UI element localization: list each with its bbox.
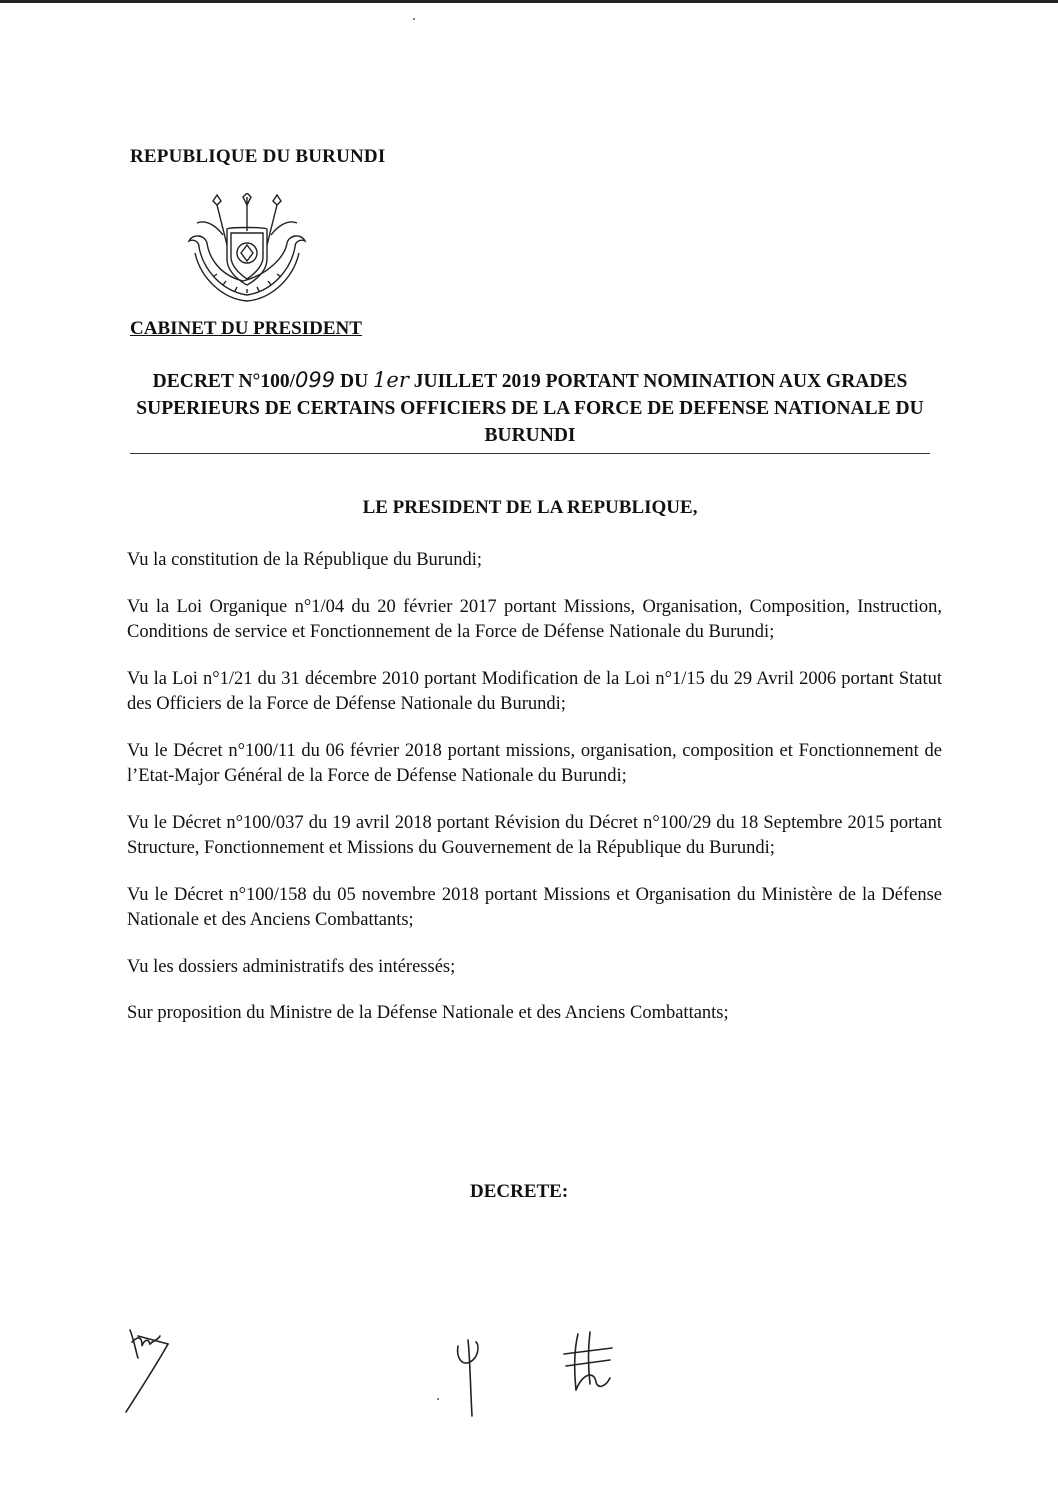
- cabinet-heading: CABINET DU PRESIDENT: [130, 318, 362, 339]
- scan-top-edge: [0, 0, 1058, 3]
- decree-title-rest: JUILLET 2019 PORTANT NOMINATION AUX GRADES SUPERIEURS DE CERTAINS OFFICIERS DE LA FORCE DE DEFENSE NATIONALE DU BURUNDI: [136, 371, 924, 446]
- initials-signature-3: [560, 1330, 620, 1400]
- title-underline: [130, 453, 930, 454]
- initials-signature-1: [118, 1322, 188, 1422]
- president-heading: LE PRESIDENT DE LA REPUBLIQUE,: [362, 497, 698, 518]
- handwritten-decree-number: 099: [295, 368, 336, 392]
- recitals-body: [127, 548, 942, 1048]
- coat-of-arms-emblem: [183, 193, 311, 311]
- recital-paragraph: Vu les dossiers administratifs des intéressés;: [127, 956, 456, 977]
- decree-title: [128, 367, 932, 449]
- recital-paragraph: Vu la Loi Organique n°1/04 du 20 février 2017 portant Missions, Organisation, Composition, Instruction, Conditions de service et Fonctionnement de la Force de Défense Nationale du Burundi;: [127, 596, 942, 642]
- scan-speck: [437, 1398, 439, 1400]
- recital-paragraph: Vu le Décret n°100/158 du 05 novembre 2018 portant Missions et Organisation du Ministère de la Défense Nationale et des Anciens Combattants;: [127, 884, 942, 930]
- handwritten-day: 1er: [373, 368, 409, 392]
- recital-paragraph: Vu la Loi n°1/21 du 31 décembre 2010 portant Modification de la Loi n°1/15 du 29 Avril 2006 portant Statut des Officiers de la Force de Défense Nationale du Burundi;: [127, 668, 942, 714]
- scan-speck: [413, 18, 415, 20]
- recital-paragraph: Vu le Décret n°100/037 du 19 avril 2018 portant Révision du Décret n°100/29 du 18 Septembre 2015 portant Structure, Fonctionnement et Missions du Gouvernement de la République du Burundi;: [127, 812, 942, 858]
- initials-signature-2: [450, 1338, 490, 1420]
- decrete-heading: DECRETE:: [470, 1181, 569, 1202]
- recital-paragraph: Vu la constitution de la République du Burundi;: [127, 550, 482, 570]
- recital-paragraph: Sur proposition du Ministre de la Défense Nationale et des Anciens Combattants;: [127, 1003, 729, 1023]
- republic-heading: REPUBLIQUE DU BURUNDI: [130, 146, 386, 167]
- decree-number-prefix: DECRET N°100/: [152, 371, 296, 392]
- recital-paragraph: Vu le Décret n°100/11 du 06 février 2018 portant missions, organisation, composition et Fonctionnement de l’Etat-Major Général de la Force de Défense Nationale du Burundi;: [127, 740, 942, 786]
- decree-du: DU: [335, 371, 374, 392]
